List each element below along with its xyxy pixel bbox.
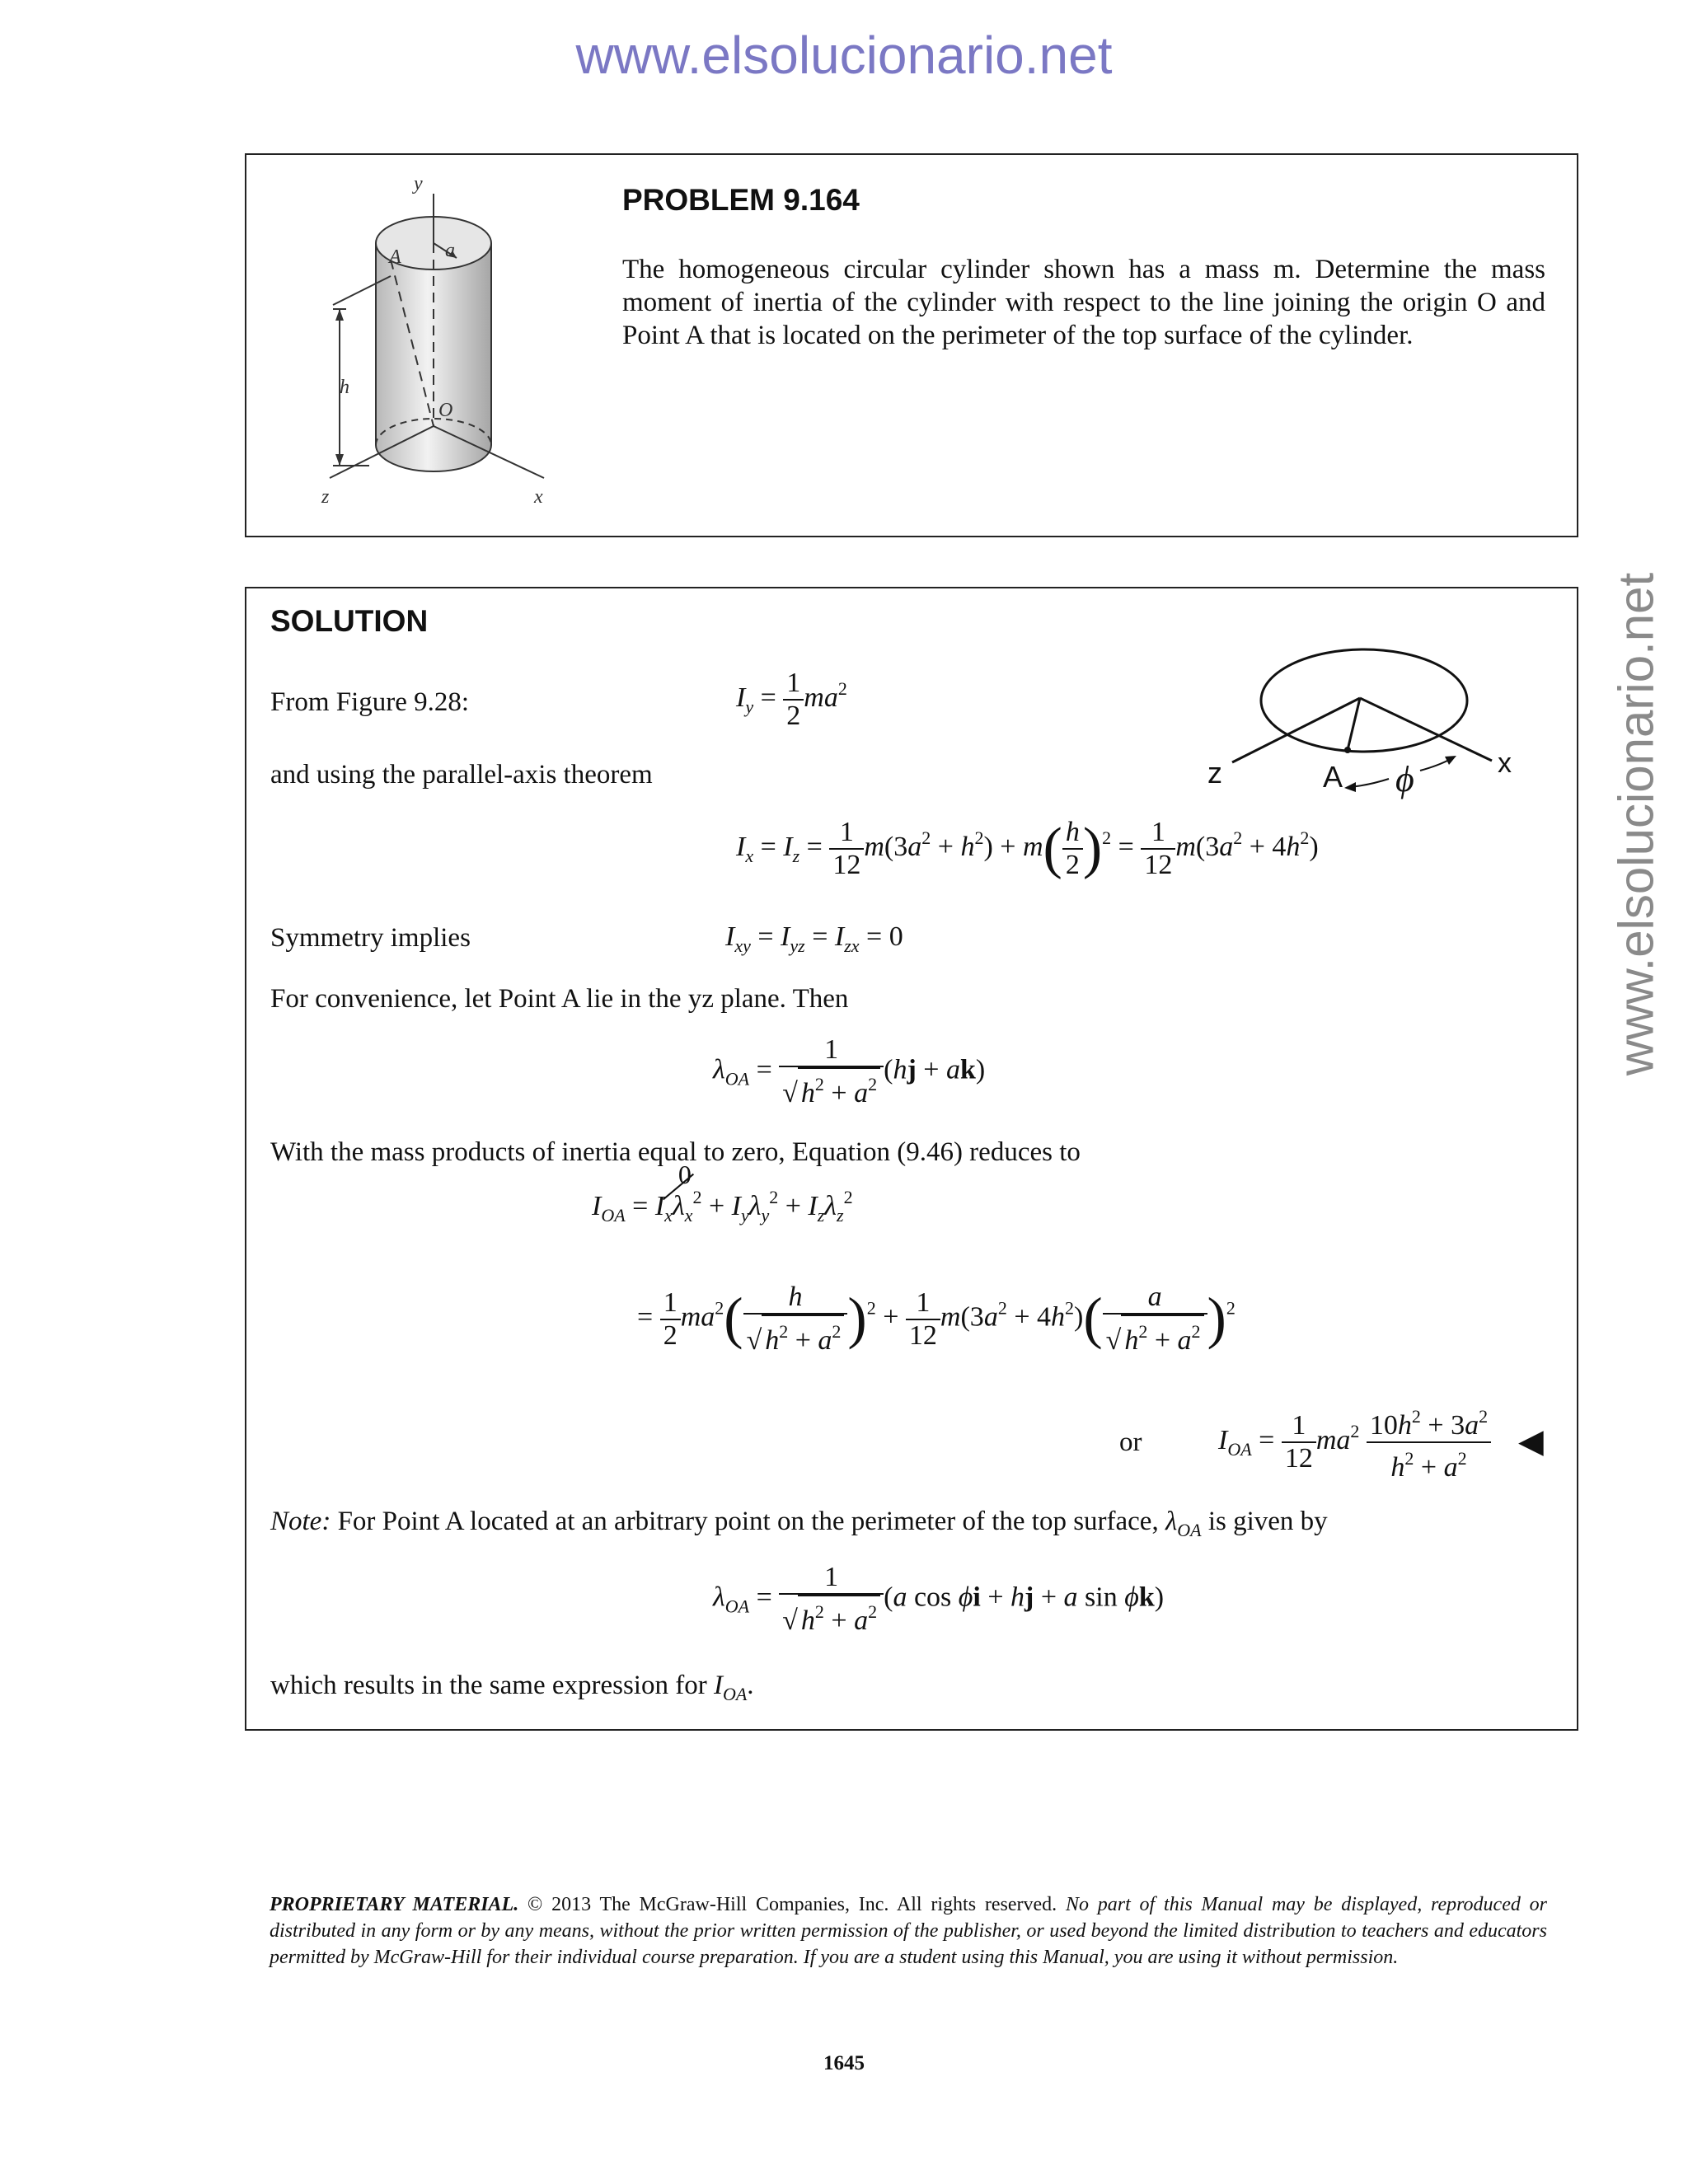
- cylinder-figure: [305, 169, 585, 515]
- watermark-top: www.elsolucionario.net: [575, 26, 1113, 85]
- solution-title: SOLUTION: [270, 604, 429, 638]
- footer-italic: No part of this Manual may be displayed, reproduced or distributed in any form or by any means, without the prior written permission of the publisher, or used beyond the limited distribution to teachers and educators permitted by McGraw-Hill for their individual course preparation. If you are a student using this Manual, you are using it without permission.: [270, 1894, 1547, 1968]
- footer: [270, 1891, 1547, 1971]
- sketch-label-A: A: [1323, 760, 1343, 794]
- note-label: Note:: [270, 1507, 331, 1536]
- label-a: a: [445, 240, 455, 261]
- footer-bold: PROPRIETARY MATERIAL.: [270, 1894, 519, 1915]
- text-convenience: For convenience, let Point A lie in the yz plane. Then: [270, 984, 849, 1014]
- text-parallel-axis: and using the parallel-axis theorem: [270, 760, 653, 790]
- note-text: For Point A located at an arbitrary point on the perimeter of the top surface,: [337, 1507, 1159, 1536]
- page-number: 1645: [823, 2052, 865, 2074]
- text-or: or: [1119, 1427, 1142, 1457]
- label-x: x: [534, 486, 543, 508]
- eq-answer: $I_{OA}$ = $\frac{1}{12}$ $ma^2$ $\frac{10h^2 + 3a^2}{h^2 + a^2}$: [1218, 1401, 1491, 1483]
- eq-ioa-expanded: = $\frac{1}{2}$ $ma^2$( $\frac{h}{√ h^2 + a^2}$ )$^2$ + $\frac{1}{12}$ $m(3a^2 + 4h^2)$( $\frac{a}{√ h^2 + a^2}$ )$^2$: [637, 1282, 1236, 1356]
- eq-products-zero: $I_{xy} = I_{yz} = I_{zx} = 0$: [725, 921, 903, 956]
- label-y: y: [414, 173, 423, 194]
- footer-normal: © 2013 The McGraw-Hill Companies, Inc. All rights reserved.: [528, 1894, 1057, 1915]
- label-A: A: [389, 246, 401, 268]
- eq-iy: $I_y$ = $\frac{1}{2}$ $ma^2$: [736, 668, 847, 731]
- sketch-label-x: x: [1498, 748, 1512, 779]
- sketch-label-z: z: [1207, 756, 1222, 790]
- eq-lambda-general: $\lambda_{OA}$ = $\frac{1}{√ h^2 + a^2}$ (a cos ϕi + hj + a sin ϕk): [713, 1562, 1165, 1636]
- label-O: O: [438, 400, 453, 421]
- text-results: which results in the same expression for $I_{OA}$.: [270, 1671, 754, 1704]
- answer-marker: ◀: [1518, 1422, 1544, 1460]
- eq-ix-iz: $I_x = I_z$ = $\frac{1}{12}$ $m(3a^2 + h^2) + m$( $\frac{h}{2}$ )$^2$ = $\frac{1}{12}$ $m(3a^2 + 4h^2)$: [736, 817, 1319, 880]
- text-note: Note: For Point A located at an arbitrary point on the perimeter of the top surface, $\lambda_{OA}$ is given by: [270, 1507, 1328, 1540]
- problem-title: PROBLEM 9.164: [622, 183, 860, 217]
- note-tail: is given by: [1207, 1507, 1328, 1536]
- axes-sketch: [1199, 639, 1537, 804]
- text-symmetry: Symmetry implies: [270, 923, 471, 953]
- label-h: h: [340, 377, 349, 398]
- eq-ioa-general: $I_{OA} = I_x\lambda_x^2$ 0 + $I_y\lambda_y^2 + I_z\lambda_z^2$: [592, 1160, 853, 1226]
- eq-lambda-oa: $\lambda_{OA}$ = $\frac{1}{√ h^2 + a^2}$ (hj + ak): [713, 1034, 986, 1108]
- text-from-figure: From Figure 9.28:: [270, 687, 470, 717]
- problem-text: The homogeneous circular cylinder shown has a mass m. Determine the mass moment of inertia of the cylinder with respect to the line joining the origin O and Point A that is located on the perimeter of the top surface of the cylinder.: [622, 255, 1545, 350]
- label-z: z: [321, 486, 330, 508]
- text-reduces: With the mass products of inertia equal to zero, Equation (9.46) reduces to: [270, 1137, 1081, 1167]
- sketch-label-phi: ϕ: [1395, 759, 1414, 799]
